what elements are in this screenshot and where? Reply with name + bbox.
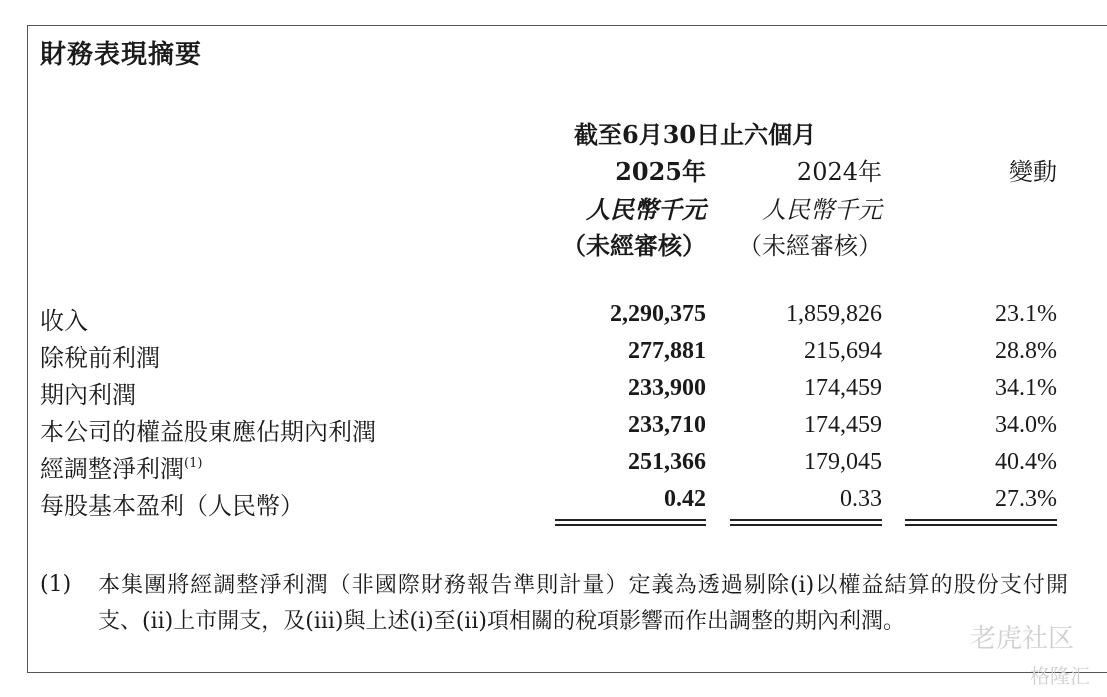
value-2024: 215,694 [804, 338, 882, 364]
change-value: 27.3% [995, 486, 1057, 512]
row-label: 經調整淨利潤$^{(1)}$ [40, 455, 203, 483]
value-2024: 174,459 [804, 375, 882, 401]
value-2024: 179,045 [804, 449, 882, 475]
row-label: 每股基本盈利（人民幣） [40, 492, 304, 520]
value-2025: 251,366 [628, 449, 706, 475]
change-value: 28.8% [995, 338, 1057, 364]
audit-2025: （未經審核） [562, 231, 706, 260]
watermark-gelonghui: 格隆汇 [1030, 664, 1090, 688]
row-label: 本公司的權益股東應佔期內利潤 [40, 418, 376, 446]
change-value: 34.0% [995, 412, 1057, 438]
footnote-text: 本集團將經調整淨利潤（非國際財務報告準則計量）定義為透過剔除(i)以權益結算的股份支付開支、(ii)上市開支，及(iii)與上述(i)至(ii)項相關的稅項影響而作出調整的期內利潤。 [98, 573, 1068, 634]
year-2024-header: 2024年 [796, 158, 882, 186]
value-2025: 277,881 [628, 338, 706, 364]
value-2025: 233,710 [628, 412, 706, 438]
row-label: 收入 [40, 307, 88, 335]
value-2025: 233,900 [628, 375, 706, 401]
value-2024: 0.33 [840, 486, 882, 512]
unit-2024: 人民幣千元 [762, 196, 882, 224]
footnote-number: (1) [40, 572, 72, 597]
total-rule-2025 [555, 519, 706, 526]
row-label: 除稅前利潤 [40, 344, 160, 372]
audit-2024: （未經審核） [738, 232, 882, 260]
change-value: 40.4% [995, 449, 1057, 475]
value-2025: 0.42 [664, 486, 706, 512]
value-2024: 1,859,826 [786, 301, 882, 327]
watermark-tiger: 老虎社区 [970, 624, 1075, 654]
row-label: 期內利潤 [40, 381, 136, 409]
footnote-ref: (1) [184, 456, 203, 471]
period-header: 截至6月30日止六個月 [574, 120, 817, 149]
value-2025: 2,290,375 [610, 301, 706, 327]
change-value: 23.1% [995, 301, 1057, 327]
change-value: 34.1% [995, 375, 1057, 401]
value-2024: 174,459 [804, 412, 882, 438]
total-rule-2024 [730, 519, 882, 526]
total-rule-change [905, 519, 1057, 526]
section-title: 財務表現摘要 [40, 40, 203, 70]
change-header: 變動 [1009, 158, 1057, 186]
year-2025-header: 2025年 [615, 157, 706, 186]
unit-2025: 人民幣千元 [586, 195, 706, 224]
